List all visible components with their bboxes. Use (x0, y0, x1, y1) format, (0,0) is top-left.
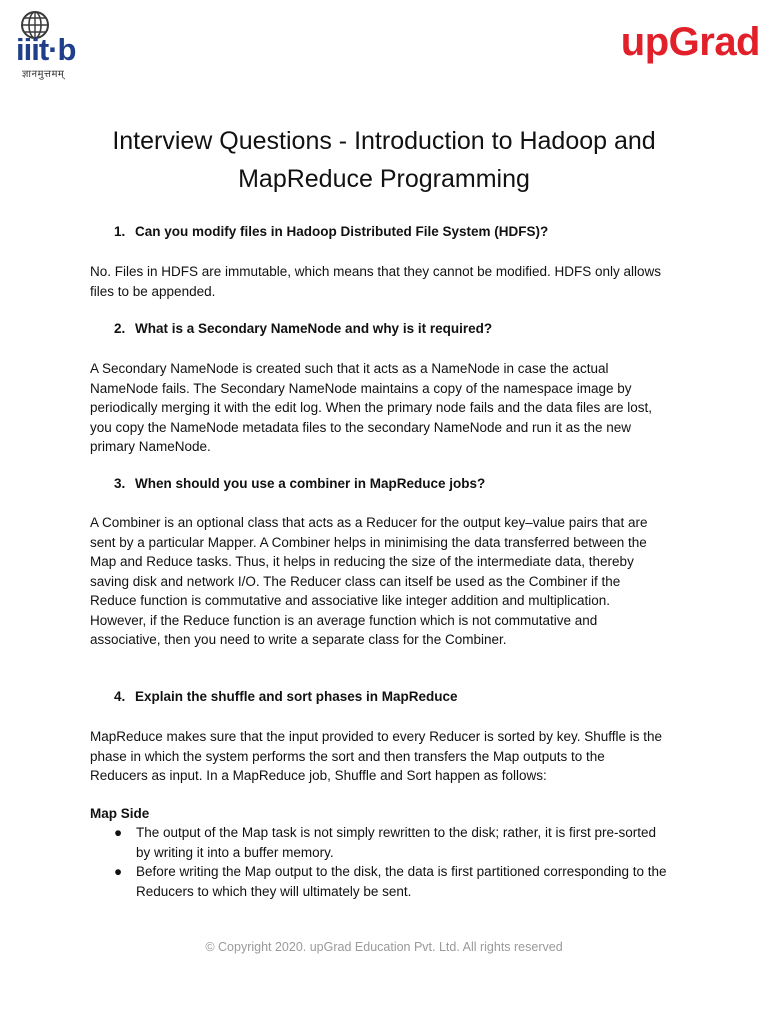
iiitb-logo-text: iiit·b (16, 32, 76, 67)
answer-line: A Secondary NameNode is created such that it acts as a NameNode in case the actual (90, 361, 609, 376)
bullet-line: The output of the Map task is not simply rewritten to the disk; rather, it is first pre-sorted (136, 825, 656, 840)
answer-line: Reducers as input. In a MapReduce job, Shuffle and Sort happen as follows: (90, 768, 547, 783)
list-item (90, 823, 690, 862)
answer-line: periodically merging it with the edit log. When the primary node fails and the data files are lost, (90, 400, 653, 415)
bullet-icon: ● (114, 825, 123, 840)
answer-line: A Combiner is an optional class that acts as a Reducer for the output key–value pairs that are (90, 515, 648, 530)
answer-line: saving disk and network I/O. The Reducer class can itself be used as the Combiner if the (90, 573, 621, 589)
answer-line: associative, then you need to write a separate class for the Combiner. (90, 632, 507, 647)
answer-line: phase in which the system performs the sort and then transfers the Map outputs to the (90, 748, 605, 764)
question-text: Can you modify files in Hadoop Distributed File System (HDFS)? (135, 224, 549, 239)
answer-line: MapReduce makes sure that the input provided to every Reducer is sorted by key. Shuffle is the (90, 729, 663, 744)
answer-1 (90, 262, 690, 301)
question-text: When should you use a combiner in MapReduce jobs? (135, 476, 486, 491)
map-side-bullet-list (90, 823, 690, 901)
answer-line: sent by a particular Mapper. A Combiner helps in minimising the data transferred between the (90, 534, 647, 550)
copyright-footer: © Copyright 2020. upGrad Education Pvt. Ltd. All rights reserved (205, 940, 563, 954)
question-text: What is a Secondary NameNode and why is it required? (135, 321, 493, 336)
upgrad-logo: upGrad (620, 20, 760, 64)
bullet-line: Reducers to which they will ultimately be sent. (136, 883, 412, 899)
bullet-line: Before writing the Map output to the disk, the data is first partitioned corresponding to the (136, 864, 667, 879)
answer-3 (90, 513, 690, 650)
map-side-heading: Map Side (90, 806, 150, 821)
question-number: 2. (114, 321, 126, 336)
question-text: Explain the shuffle and sort phases in MapReduce (135, 689, 458, 704)
question-number: 3. (114, 476, 126, 491)
iiitb-logo-tagline: ज्ञानमुत्तमम् (22, 69, 65, 80)
answer-4 (90, 727, 690, 786)
title-line-1: Interview Questions - Introduction to Hadoop and (112, 127, 656, 155)
answer-line: you copy the NameNode metadata files to the secondary NameNode and run it as the new (90, 419, 632, 435)
answer-line: primary NameNode. (90, 439, 211, 454)
answer-line: files to be appended. (90, 283, 216, 299)
bullet-icon: ● (114, 864, 123, 879)
title-line-2: MapReduce Programming (238, 165, 530, 193)
answer-line: Map and Reduce tasks. Thus, it helps in reducing the size of the intermediate data, thereby (90, 554, 634, 569)
answer-line: Reduce function is commutative and associative like integer addition and multiplication. (90, 593, 611, 608)
question-number: 4. (114, 689, 126, 704)
answer-line: However, if the Reduce function is an average function which is not commutative and (90, 612, 598, 628)
answer-line: NameNode fails. The Secondary NameNode maintains a copy of the namespace image by (90, 380, 632, 396)
iiitb-logo (16, 8, 96, 78)
answer-2 (90, 359, 690, 457)
question-number: 1. (114, 224, 126, 239)
bullet-line: by writing it into a buffer memory. (136, 844, 334, 860)
list-item (90, 862, 690, 901)
answer-line: No. Files in HDFS are immutable, which means that they cannot be modified. HDFS only allows (90, 264, 661, 279)
document-title (60, 122, 708, 198)
